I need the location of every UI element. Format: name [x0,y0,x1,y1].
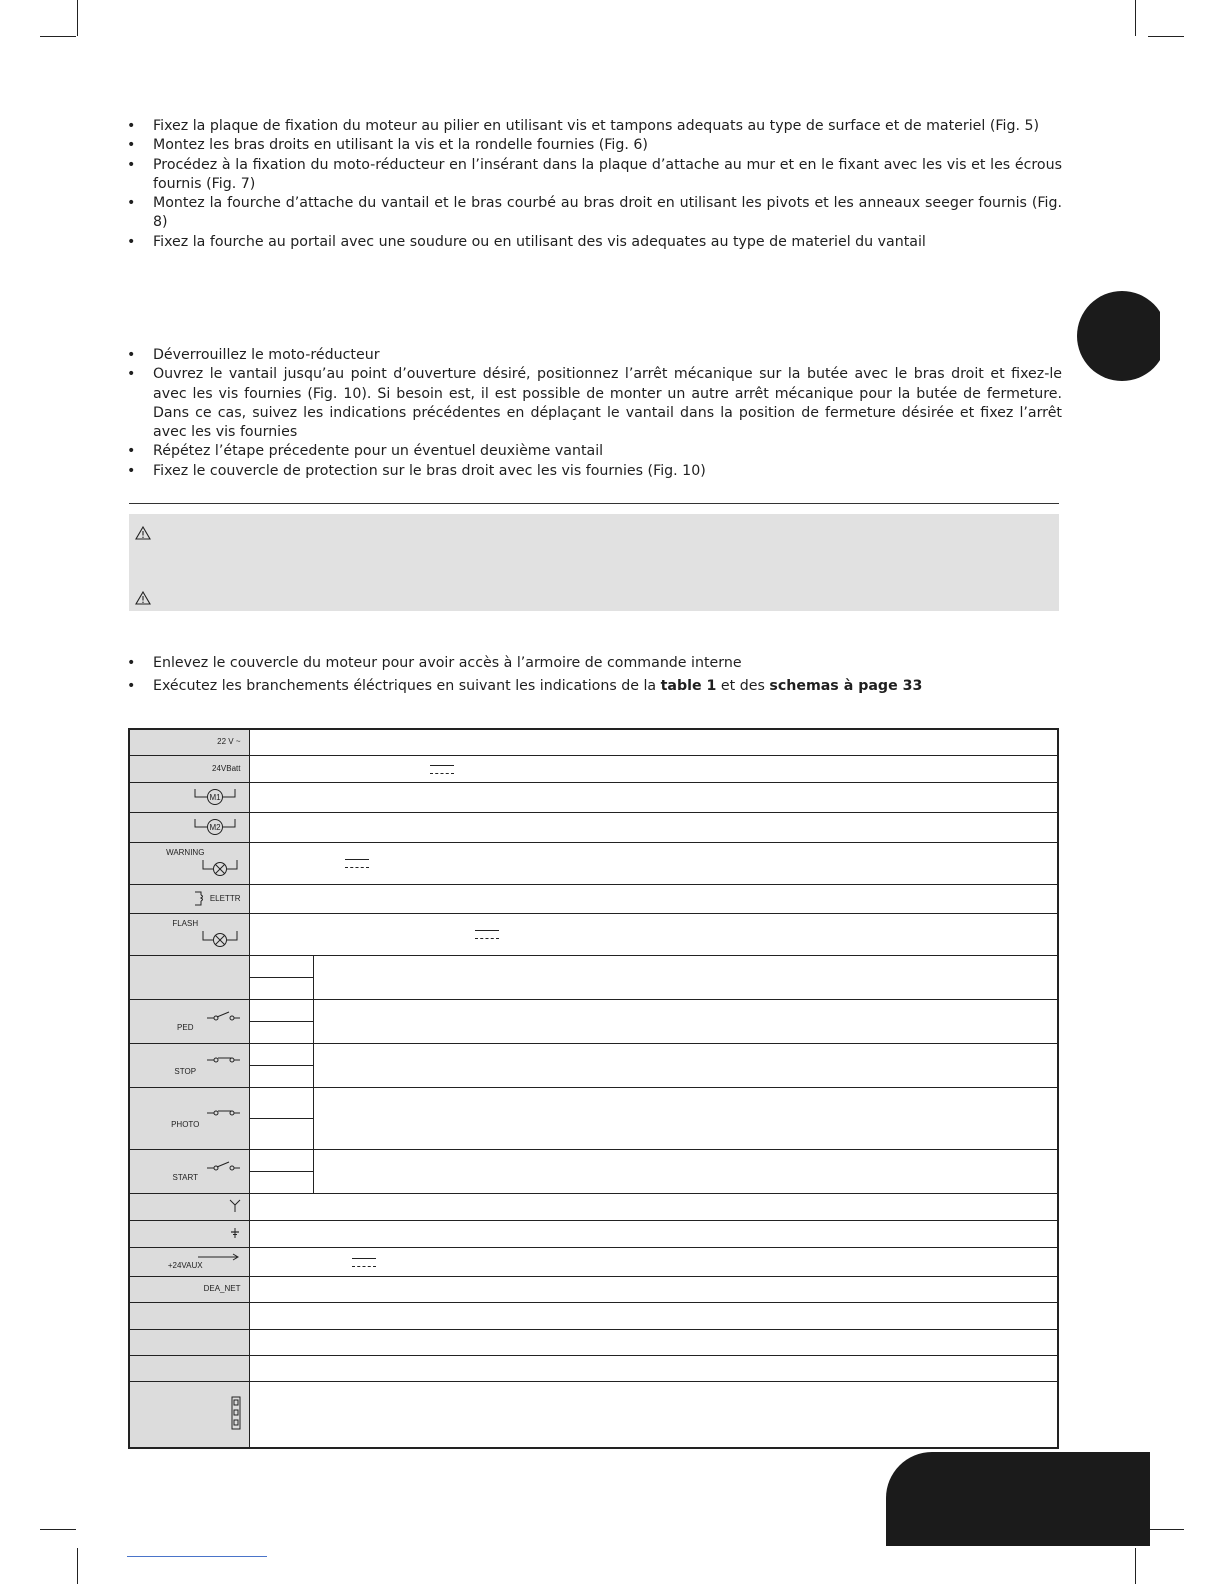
dc-symbol-icon [430,765,454,774]
flash-label-cell: FLASH [129,913,249,955]
terminal-cell [249,977,313,999]
stop-label-cell: STOP [129,1043,249,1087]
table-label-cell [129,1355,249,1381]
crop-mark [1135,0,1136,36]
list-item: • Enlevez le couvercle du moteur pour avoir accès à l’armoire de commande interne [127,652,1062,675]
dc-symbol-icon [345,859,369,868]
warning-lamp-label-cell: WARNING [129,842,249,884]
start-label-cell: START [129,1149,249,1193]
ped-label-cell: PED [129,999,249,1043]
jumper-icon [231,1396,241,1430]
motor2-label-cell [129,812,249,842]
wiring-steps-list [127,652,1062,697]
crop-mark [77,0,78,36]
motor-icon [193,786,241,806]
lamp-icon [201,929,241,947]
terminal-cell [249,1149,313,1171]
dc-symbol-icon [352,1258,376,1267]
crop-mark [40,1529,76,1530]
schema-reference: schemas à page 33 [769,677,923,694]
photo-label-cell: PHOTO [129,1087,249,1149]
aux-label-cell: +24VAUX [129,1247,249,1276]
svg-text:M2: M2 [208,823,221,832]
table-label-cell [129,1302,249,1329]
terminal-cell [249,999,313,1021]
list-item: • Déverrouillez le moto-réducteur [127,346,1062,365]
crop-mark [1148,36,1184,37]
terminal-cell [249,1171,313,1193]
section-marker-circle [1077,291,1167,381]
jumper-label-cell [129,1381,249,1448]
warning-icon [135,526,151,540]
list-item: • Montez la fourche d’attache du vantail et le bras courbé au bras droit en utilisant les pivots et les anneaux seeger fournis (Fig. 8) [127,194,1062,233]
connections-table [128,728,1059,1449]
list-item: • Exécutez les branchements éléctriques en suivant les indications de la table 1 et des schemas à page 33 [127,675,1062,698]
antenna-icon [229,1199,241,1213]
warning-icon [135,591,151,605]
antenna-label-cell [129,1193,249,1220]
switch-nc-icon [205,1053,241,1065]
power-label-cell: 22 V ~ [129,729,249,755]
terminal-cell [249,1087,313,1118]
crop-mark [40,36,76,37]
terminal-cell [249,1043,313,1065]
crop-mark [77,1548,78,1584]
list-item: • Ouvrez le vantail jusqu’au point d’ouverture désiré, positionnez l’arrêt mécanique sur la butée avec le bras droit et fixez-le avec les vis fournies (Fig. 10). Si besoin est, il est possible de monter un autre arrêt mécanique pour la butée de fermeture. Dans ce cas, suivez les indications précédentes en déplaçant le vantail dans la position de fermeture désirée et fixez l’arrêt avec les vis fournies [127,365,1062,442]
antenna-ground-icon [229,1226,241,1240]
arrow-right-icon [197,1253,241,1261]
footer-link-underline [127,1556,267,1557]
installation-steps-list [127,117,1062,252]
terminal-cell [249,1118,313,1149]
dc-symbol-icon [475,930,499,939]
ground-label-cell [129,1220,249,1247]
warning-box [129,514,1059,611]
crop-mark [1135,1548,1136,1584]
stop-adjustment-list [127,346,1062,481]
switch-no-icon [205,1159,241,1171]
lamp-icon [201,858,241,876]
list-item: • Fixez la fourche au portail avec une soudure ou en utilisant des vis adequates au type de materiel du vantail [127,233,1062,252]
section-divider [129,503,1059,504]
table-label-cell [129,1329,249,1355]
battery-label-cell: 24VBatt [129,755,249,782]
electrolock-icon [193,891,207,907]
svg-text:M1: M1 [208,793,221,802]
terminal-cell [249,955,313,977]
list-item: • Répétez l’étape précedente pour un éventuel deuxième vantail [127,442,1062,461]
motor1-label-cell [129,782,249,812]
electrolock-label-cell: ELETTR [129,884,249,913]
switch-no-icon [205,1009,241,1021]
list-item: • Fixez le couvercle de protection sur le bras droit avec les vis fournies (Fig. 10) [127,462,1062,481]
motor-icon [193,816,241,836]
list-item: • Fixez la plaque de fixation du moteur au pilier en utilisant vis et tampons adequats au type de surface et de materiel (Fig. 5) [127,117,1062,136]
terminal-cell [249,1021,313,1043]
page-corner-tab [886,1452,1150,1546]
switch-nc-icon [205,1106,241,1118]
deanet-label-cell: DEA_NET [129,1276,249,1302]
input-label-cell [129,955,249,999]
table-reference: table 1 [660,677,717,694]
crop-mark [1148,1529,1184,1530]
list-item: • Procédez à la fixation du moto-réducteur en l’insérant dans la plaque d’attache au mur et en le fixant avec les vis et les écrous fournis (Fig. 7) [127,156,1062,195]
terminal-cell [249,1065,313,1087]
list-item: • Montez les bras droits en utilisant la vis et la rondelle fournies (Fig. 6) [127,136,1062,155]
